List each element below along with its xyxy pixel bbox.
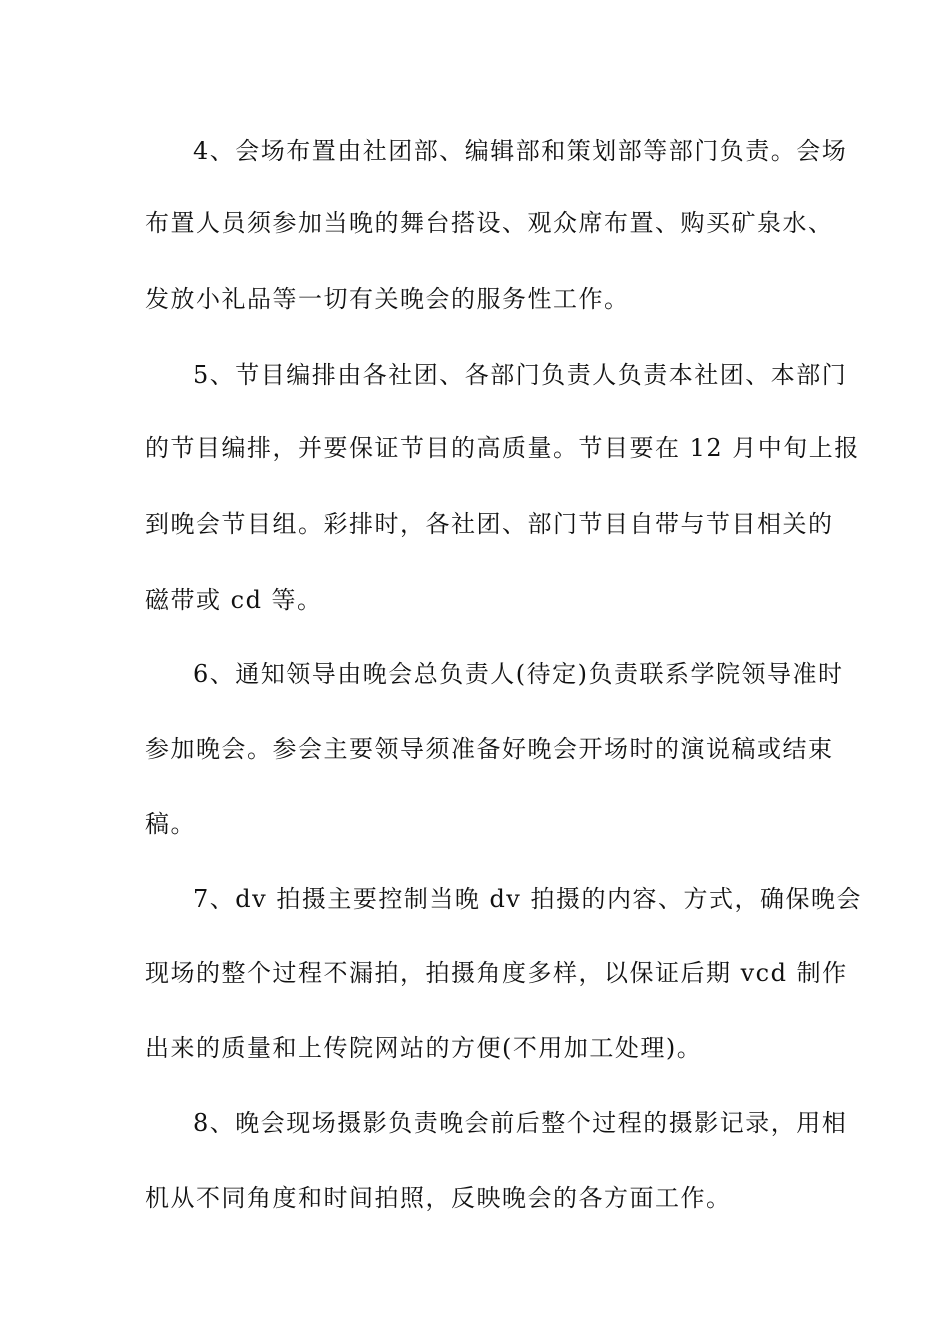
paragraph-7-line-2: 现场的整个过程不漏拍，拍摄角度多样，以保证后期 vcd 制作 <box>145 959 848 987</box>
paragraph-4-line-1: 4、会场布置由社团部、编辑部和策划部等部门负责。会场 <box>193 137 848 165</box>
paragraph-7-line-3: 出来的质量和上传院网站的方便(不用加工处理)。 <box>145 1034 703 1062</box>
paragraph-7-line-1: 7、dv 拍摄主要控制当晚 dv 拍摄的内容、方式，确保晚会 <box>193 885 862 913</box>
paragraph-6-line-2: 参加晚会。参会主要领导须准备好晚会开场时的演说稿或结束 <box>145 735 834 763</box>
paragraph-5-line-4: 磁带或 cd 等。 <box>145 586 323 614</box>
paragraph-4-line-2: 布置人员须参加当晚的舞台搭设、观众席布置、购买矿泉水、 <box>145 209 834 237</box>
paragraph-4-line-3: 发放小礼品等一切有关晚会的服务性工作。 <box>145 285 630 313</box>
paragraph-5-line-3: 到晚会节目组。彩排时，各社团、部门节目自带与节目相关的 <box>145 510 834 538</box>
paragraph-8-line-1: 8、晚会现场摄影负责晚会前后整个过程的摄影记录，用相 <box>193 1109 848 1137</box>
paragraph-6-line-1: 6、通知领导由晚会总负责人(待定)负责联系学院领导准时 <box>193 660 844 688</box>
paragraph-6-line-3: 稿。 <box>145 810 196 838</box>
paragraph-5-line-1: 5、节目编排由各社团、各部门负责人负责本社团、本部门 <box>193 361 848 389</box>
paragraph-8-line-2: 机从不同角度和时间拍照，反映晚会的各方面工作。 <box>145 1184 732 1212</box>
paragraph-5-line-2: 的节目编排，并要保证节目的高质量。节目要在 12 月中旬上报 <box>145 434 860 462</box>
